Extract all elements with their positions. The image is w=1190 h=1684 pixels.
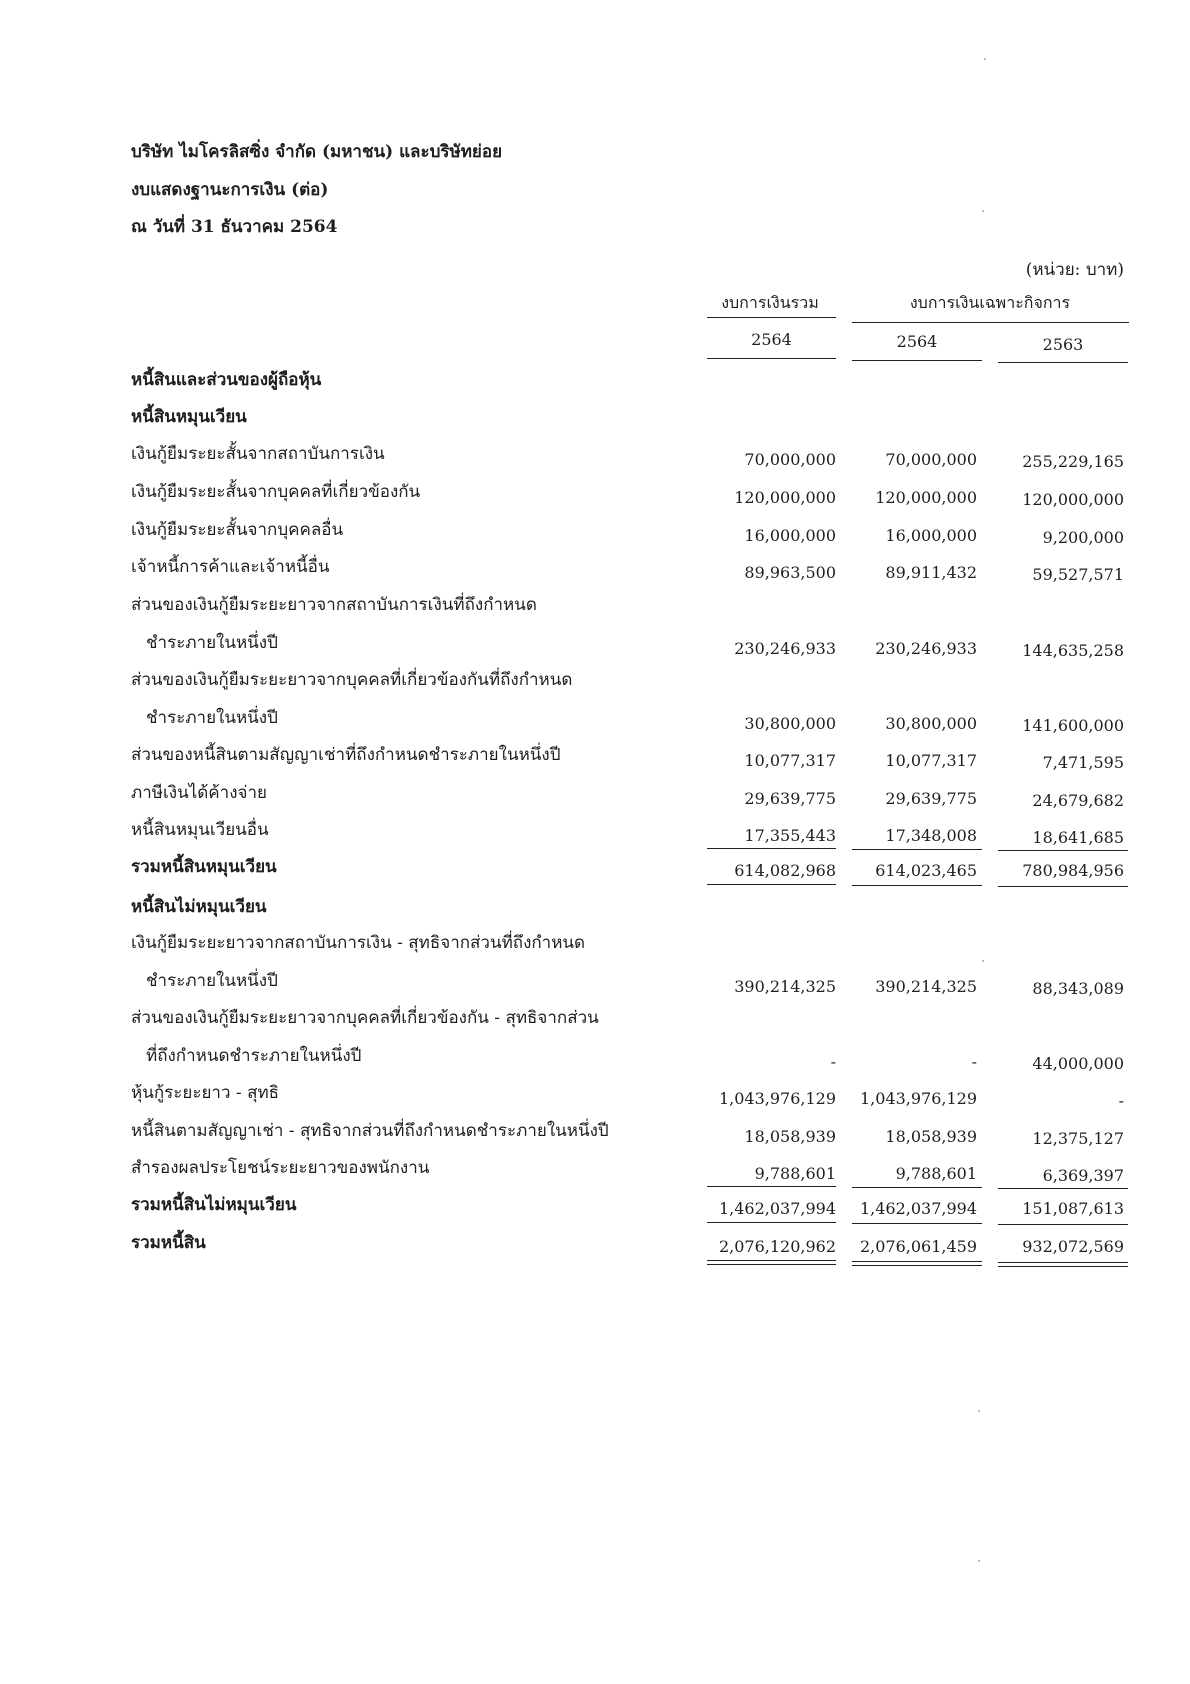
row-label: ชำระภายในหนึ่งปี — [146, 633, 278, 653]
row-label: ภาษีเงินได้ค้างจ่าย — [131, 783, 267, 803]
value-separate-2563: - — [1118, 1091, 1124, 1110]
value-consolidated-2564: 1,043,976,129 — [718, 1089, 836, 1108]
value-separate-2564: 614,023,465 — [875, 861, 977, 880]
value-consolidated-2564: 70,000,000 — [744, 450, 836, 469]
statement-date: ณ วันที่ 31 ธันวาคม 2564 — [131, 217, 338, 237]
table-row — [0, 516, 1190, 546]
separate-header: งบการเงินเฉพาะกิจการ — [909, 293, 1071, 312]
row-label: เจ้าหนี้การค้าและเจ้าหนี้อื่น — [131, 557, 330, 577]
grand-total-rule-3b — [998, 1266, 1128, 1267]
subtotal-rule-2 — [852, 1223, 982, 1224]
value-separate-2564: 230,246,933 — [875, 639, 977, 658]
scan-speck — [978, 1410, 980, 1412]
scan-speck — [978, 1560, 980, 1562]
year-rule-3 — [998, 362, 1128, 363]
subtotal-rule-3 — [998, 850, 1128, 851]
table-row — [0, 591, 1190, 621]
company-name: บริษัท ไมโครลิสซิ่ง จำกัด (มหาชน) และบริษัทย่อย — [131, 142, 503, 162]
row-label: สำรองผลประโยชน์ระยะยาวของพนักงาน — [131, 1158, 430, 1178]
value-consolidated-2564: 614,082,968 — [734, 861, 836, 880]
unit-label: (หน่วย: บาท) — [1025, 260, 1124, 280]
year-col-2: 2564 — [896, 332, 938, 351]
table-row-total — [0, 1229, 1190, 1259]
subtotal-rule-2 — [852, 849, 982, 850]
table-row — [0, 629, 1190, 659]
row-label: เงินกู้ยืมระยะสั้นจากบุคคลอื่น — [131, 520, 344, 540]
value-separate-2564: 120,000,000 — [875, 488, 977, 507]
value-separate-2563: 24,679,682 — [1032, 791, 1124, 810]
value-consolidated-2564: 390,214,325 — [734, 977, 836, 996]
scan-speck — [982, 960, 984, 962]
value-consolidated-2564: - — [830, 1052, 836, 1071]
value-separate-2563: 780,984,956 — [1022, 861, 1124, 880]
value-consolidated-2564: 16,000,000 — [744, 526, 836, 545]
row-label: ชำระภายในหนึ่งปี — [146, 708, 278, 728]
table-row — [0, 929, 1190, 959]
section-current-liabilities: หนี้สินหมุนเวียน — [131, 407, 247, 427]
row-label: ที่ถึงกำหนดชำระภายในหนึ่งปี — [146, 1046, 362, 1066]
value-separate-2564: 17,348,008 — [885, 826, 977, 845]
subtotal-rule-1 — [707, 1186, 836, 1187]
value-separate-2563: 141,600,000 — [1022, 716, 1124, 735]
statement-title: งบแสดงฐานะการเงิน (ต่อ) — [131, 180, 329, 200]
grand-total-rule-1b — [707, 1264, 836, 1265]
value-separate-2563: 255,229,165 — [1022, 452, 1124, 471]
row-label: รวมหนี้สิน — [131, 1233, 206, 1253]
grand-total-rule-3a — [998, 1262, 1128, 1263]
value-separate-2564: 18,058,939 — [885, 1127, 977, 1146]
table-row-total — [0, 853, 1190, 883]
row-label: เงินกู้ยืมระยะสั้นจากสถาบันการเงิน — [131, 444, 385, 464]
subtotal-rule-3 — [998, 1188, 1128, 1189]
table-row — [0, 666, 1190, 696]
separate-header-rule — [852, 322, 1129, 323]
subtotal-rule-1 — [707, 1222, 836, 1223]
value-separate-2563: 932,072,569 — [1022, 1237, 1124, 1256]
row-label: หุ้นกู้ระยะยาว - สุทธิ — [131, 1083, 280, 1103]
value-separate-2564: - — [971, 1052, 977, 1071]
consolidated-header: งบการเงินรวม — [721, 293, 819, 312]
table-row — [0, 741, 1190, 771]
row-label: ส่วนของเงินกู้ยืมระยะยาวจากบุคคลที่เกี่ยวข้องกัน - สุทธิจากส่วน — [131, 1008, 599, 1028]
value-separate-2563: 88,343,089 — [1032, 979, 1124, 998]
value-separate-2564: 89,911,432 — [885, 563, 977, 582]
value-separate-2564: 9,788,601 — [895, 1164, 977, 1183]
value-separate-2563: 12,375,127 — [1032, 1129, 1124, 1148]
value-separate-2564: 29,639,775 — [885, 789, 977, 808]
table-row — [0, 1079, 1190, 1109]
year-rule-1 — [707, 358, 836, 359]
section-noncurrent-liabilities: หนี้สินไม่หมุนเวียน — [131, 897, 267, 917]
value-consolidated-2564: 2,076,120,962 — [718, 1237, 836, 1256]
value-separate-2564: 1,462,037,994 — [859, 1199, 977, 1218]
table-row — [0, 967, 1190, 997]
year-rule-2 — [852, 360, 982, 361]
value-separate-2563: 120,000,000 — [1022, 490, 1124, 509]
table-row — [0, 704, 1190, 734]
grand-total-rule-1a — [707, 1260, 836, 1261]
table-row — [0, 1004, 1190, 1034]
total-rule-1 — [707, 884, 836, 885]
table-row — [0, 478, 1190, 508]
row-label: หนี้สินตามสัญญาเช่า - สุทธิจากส่วนที่ถึงกำหนดชำระภายในหนึ่งปี — [131, 1121, 609, 1141]
value-separate-2563: 44,000,000 — [1032, 1054, 1124, 1073]
section-liabilities-equity: หนี้สินและส่วนของผู้ถือหุ้น — [131, 370, 322, 390]
row-label: หนี้สินหมุนเวียนอื่น — [131, 820, 269, 840]
total-rule-2 — [852, 885, 982, 886]
value-separate-2564: 30,800,000 — [885, 714, 977, 733]
row-label: ชำระภายในหนึ่งปี — [146, 971, 278, 991]
value-consolidated-2564: 17,355,443 — [744, 826, 836, 845]
table-row — [0, 1117, 1190, 1147]
value-separate-2563: 144,635,258 — [1022, 641, 1124, 660]
grand-total-rule-2a — [852, 1261, 982, 1262]
row-label: รวมหนี้สินไม่หมุนเวียน — [131, 1195, 297, 1215]
row-label: เงินกู้ยืมระยะยาวจากสถาบันการเงิน - สุทธิจากส่วนที่ถึงกำหนด — [131, 933, 586, 953]
consolidated-header-rule — [707, 317, 836, 318]
table-row — [0, 1154, 1190, 1184]
value-separate-2564: 1,043,976,129 — [859, 1089, 977, 1108]
value-separate-2563: 59,527,571 — [1032, 565, 1124, 584]
total-rule-3 — [998, 886, 1128, 887]
value-consolidated-2564: 9,788,601 — [754, 1164, 836, 1183]
value-separate-2564: 2,076,061,459 — [859, 1237, 977, 1256]
value-separate-2564: 10,077,317 — [885, 751, 977, 770]
table-row — [0, 816, 1190, 846]
scan-speck — [982, 210, 984, 212]
value-consolidated-2564: 120,000,000 — [734, 488, 836, 507]
row-label: ส่วนของเงินกู้ยืมระยะยาวจากสถาบันการเงินที่ถึงกำหนด — [131, 595, 537, 615]
value-consolidated-2564: 89,963,500 — [744, 563, 836, 582]
value-separate-2564: 70,000,000 — [885, 450, 977, 469]
value-separate-2563: 18,641,685 — [1032, 828, 1124, 847]
value-consolidated-2564: 30,800,000 — [744, 714, 836, 733]
grand-total-rule-2b — [852, 1265, 982, 1266]
table-row — [0, 440, 1190, 470]
subtotal-rule-1 — [707, 848, 836, 849]
value-separate-2563: 151,087,613 — [1022, 1199, 1124, 1218]
subtotal-rule-2 — [852, 1187, 982, 1188]
value-separate-2564: 390,214,325 — [875, 977, 977, 996]
value-consolidated-2564: 230,246,933 — [734, 639, 836, 658]
subtotal-rule-3 — [998, 1224, 1128, 1225]
year-col-3: 2563 — [1042, 335, 1084, 354]
scan-speck — [984, 58, 986, 60]
value-consolidated-2564: 1,462,037,994 — [718, 1199, 836, 1218]
year-col-1: 2564 — [751, 330, 792, 349]
value-separate-2564: 16,000,000 — [885, 526, 977, 545]
table-row — [0, 553, 1190, 583]
value-consolidated-2564: 18,058,939 — [744, 1127, 836, 1146]
value-consolidated-2564: 10,077,317 — [744, 751, 836, 770]
row-label: รวมหนี้สินหมุนเวียน — [131, 857, 277, 877]
value-consolidated-2564: 29,639,775 — [744, 789, 836, 808]
row-label: ส่วนของหนี้สินตามสัญญาเช่าที่ถึงกำหนดชำระภายในหนึ่งปี — [131, 745, 561, 765]
value-separate-2563: 7,471,595 — [1042, 753, 1124, 772]
table-row — [0, 1042, 1190, 1072]
row-label: เงินกู้ยืมระยะสั้นจากบุคคลที่เกี่ยวข้องกัน — [131, 482, 421, 502]
value-separate-2563: 6,369,397 — [1042, 1166, 1124, 1185]
table-row — [0, 779, 1190, 809]
row-label: ส่วนของเงินกู้ยืมระยะยาวจากบุคคลที่เกี่ยวข้องกันที่ถึงกำหนด — [131, 670, 573, 690]
value-separate-2563: 9,200,000 — [1042, 528, 1124, 547]
table-row-total — [0, 1191, 1190, 1221]
